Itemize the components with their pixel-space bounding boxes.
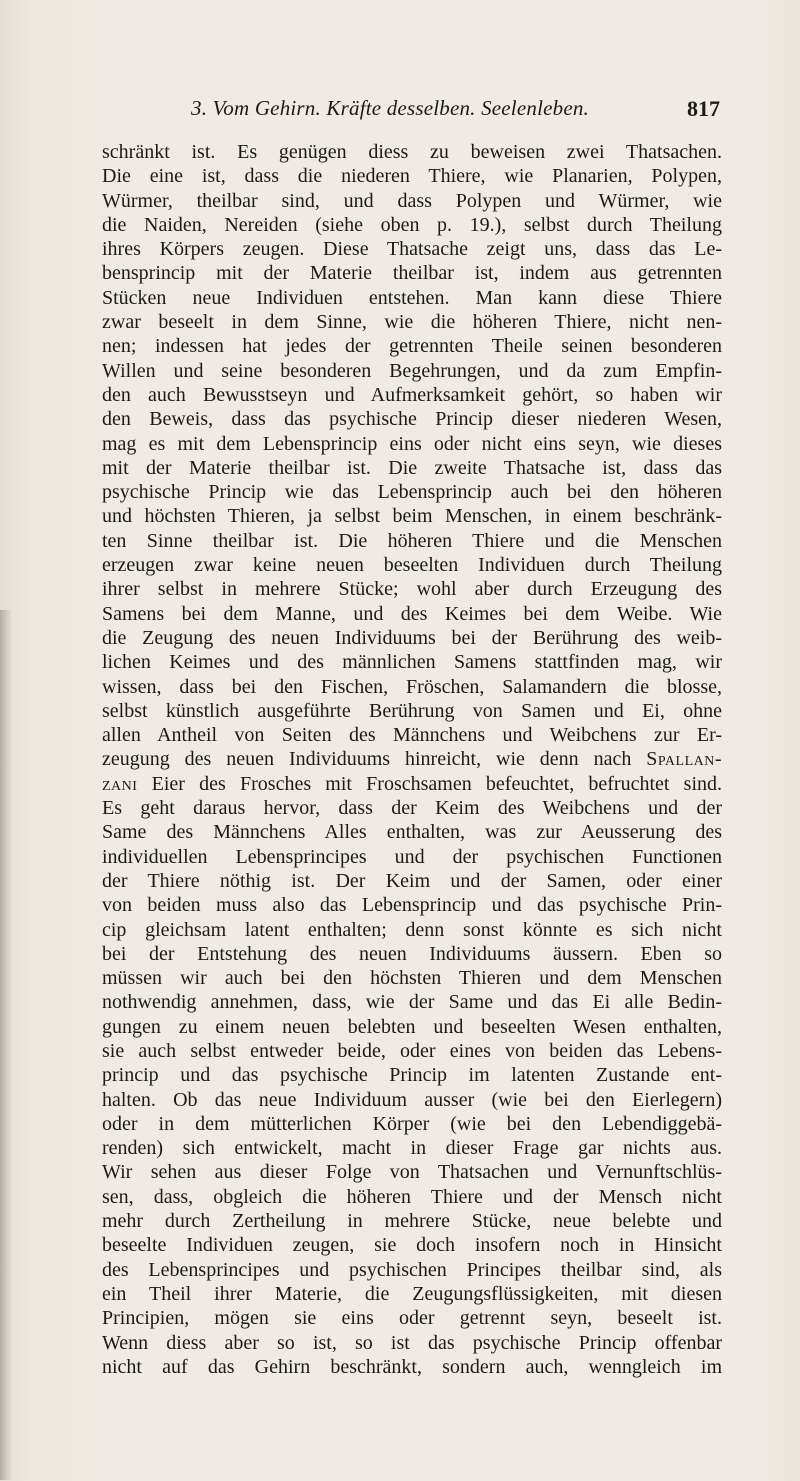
text-line: cip gleichsam latent enthalten; denn sonst könnte es sich nicht [102,918,722,941]
body-text [102,140,722,1379]
text-line: zani Eier des Frosches mit Froschsamen befeuchtet, befruchtet sind. [102,772,722,795]
text-line: bensprincip mit der Materie theilbar ist, indem aus getrennten [102,262,722,285]
text-line: erzeugen zwar keine neuen beseelten Individuen durch Theilung [102,554,722,577]
text-line: oder in dem mütterlichen Körper (wie bei den Lebendiggebä- [102,1112,722,1135]
text-line: die Naiden, Nereiden (siehe oben p. 19.), selbst durch Theilung [102,213,722,236]
author-name-smallcaps: Spallan- [646,748,722,771]
text-line: individuellen Lebensprincipes und der psychischen Functionen [102,845,722,868]
text-line: ihrer selbst in mehrere Stücke; wohl aber durch Erzeugung des [102,578,722,601]
text-line: ihres Körpers zeugen. Diese Thatsache zeigt uns, dass das Le- [102,238,722,261]
text-line: und höchsten Thieren, ja selbst beim Menschen, in einem beschränk- [102,505,722,528]
running-header [140,96,720,126]
page-number: 817 [687,96,720,121]
text-line: psychische Princip wie das Lebensprincip auch bei den höheren [102,481,722,504]
text-line: Die eine ist, dass die niederen Thiere, wie Planarien, Polypen, [102,165,722,188]
running-header-title: 3. Vom Gehirn. Kräfte desselben. Seelenleben. [191,96,589,120]
text-line: Same des Männchens Alles enthalten, was zur Aeusserung des [102,821,722,844]
text-line: der Thiere nöthig ist. Der Keim und der Samen, oder einer [102,869,722,892]
text-line: die Zeugung des neuen Individuums bei der Berührung des weib- [102,626,722,649]
text-line: den Beweis, dass das psychische Princip dieser niederen Wesen, [102,408,722,431]
text-line: sen, dass, obgleich die höheren Thiere und der Mensch nicht [102,1185,722,1208]
text-line: Es geht daraus hervor, dass der Keim des Weibchens und der [102,797,722,820]
text-line: nen; indessen hat jedes der getrennten Theile seinen besonderen [102,335,722,358]
text-line: nicht auf das Gehirn beschränkt, sondern auch, wenngleich im [102,1355,722,1378]
text-line: renden) sich entwickelt, macht in dieser Frage gar nichts aus. [102,1137,722,1160]
text-line: Würmer, theilbar sind, und dass Polypen und Würmer, wie [102,189,722,212]
text-line: schränkt ist. Es genügen diess zu beweisen zwei Thatsachen. [102,141,722,163]
text-line: des Lebensprincipes und psychischen Principes theilbar sind, als [102,1258,722,1281]
text-line: zeugung des neuen Individuums hinreicht, wie denn nach Spallan- [102,748,722,771]
text-line: nothwendig annehmen, dass, wie der Same und das Ei alle Bedin- [102,991,722,1014]
text-line: mehr durch Zertheilung in mehrere Stücke, neue belebte und [102,1210,722,1233]
author-name-smallcaps: zani [102,772,138,795]
text-line: lichen Keimes und des männlichen Samens stattfinden mag, wir [102,651,722,674]
text-line: Principien, mögen sie eins oder getrennt seyn, beseelt ist. [102,1307,722,1330]
text-line: beseelte Individuen zeugen, sie doch insofern noch in Hinsicht [102,1234,722,1257]
text-line: mit der Materie theilbar ist. Die zweite Thatsache ist, dass das [102,456,722,479]
text-line: Wir sehen aus dieser Folge von Thatsachen und Vernunftschlüs- [102,1161,722,1184]
text-line: Willen und seine besonderen Begehrungen, und da zum Empfin- [102,359,722,382]
text-line: Wenn diess aber so ist, so ist das psychische Princip offenbar [102,1331,722,1354]
text-line: von beiden muss also das Lebensprincip und das psychische Prin- [102,894,722,917]
page-gutter-shadow [0,610,12,1480]
text-line: gungen zu einem neuen belebten und beseelten Wesen enthalten, [102,1015,722,1038]
text-line: wissen, dass bei den Fischen, Fröschen, Salamandern die blosse, [102,675,722,698]
text-line: müssen wir auch bei den höchsten Thieren und dem Menschen [102,967,722,990]
text-line: Stücken neue Individuen entstehen. Man kann diese Thiere [102,286,722,309]
text-line: den auch Bewusstseyn und Aufmerksamkeit gehört, so haben wir [102,383,722,406]
text-line: princip und das psychische Princip im latenten Zustande ent- [102,1064,722,1087]
text-line: halten. Ob das neue Individuum ausser (wie bei den Eierlegern) [102,1088,722,1111]
text-line: bei der Entstehung des neuen Individuums äussern. Eben so [102,942,722,965]
text-line: Samens bei dem Manne, und des Keimes bei dem Weibe. Wie [102,602,722,625]
text-line: sie auch selbst entweder beide, oder eines von beiden das Lebens- [102,1039,722,1062]
text-line: ein Theil ihrer Materie, die Zeugungsflüssigkeiten, mit diesen [102,1282,722,1305]
text-line: zwar beseelt in dem Sinne, wie die höheren Thiere, nicht nen- [102,311,722,334]
text-line: mag es mit dem Lebensprincip eins oder nicht eins seyn, wie dieses [102,432,722,455]
text-line: selbst künstlich ausgeführte Berührung von Samen und Ei, ohne [102,699,722,722]
text-line: allen Antheil von Seiten des Männchens und Weibchens zur Er- [102,724,722,747]
text-line: ten Sinne theilbar ist. Die höheren Thiere und die Menschen [102,529,722,552]
